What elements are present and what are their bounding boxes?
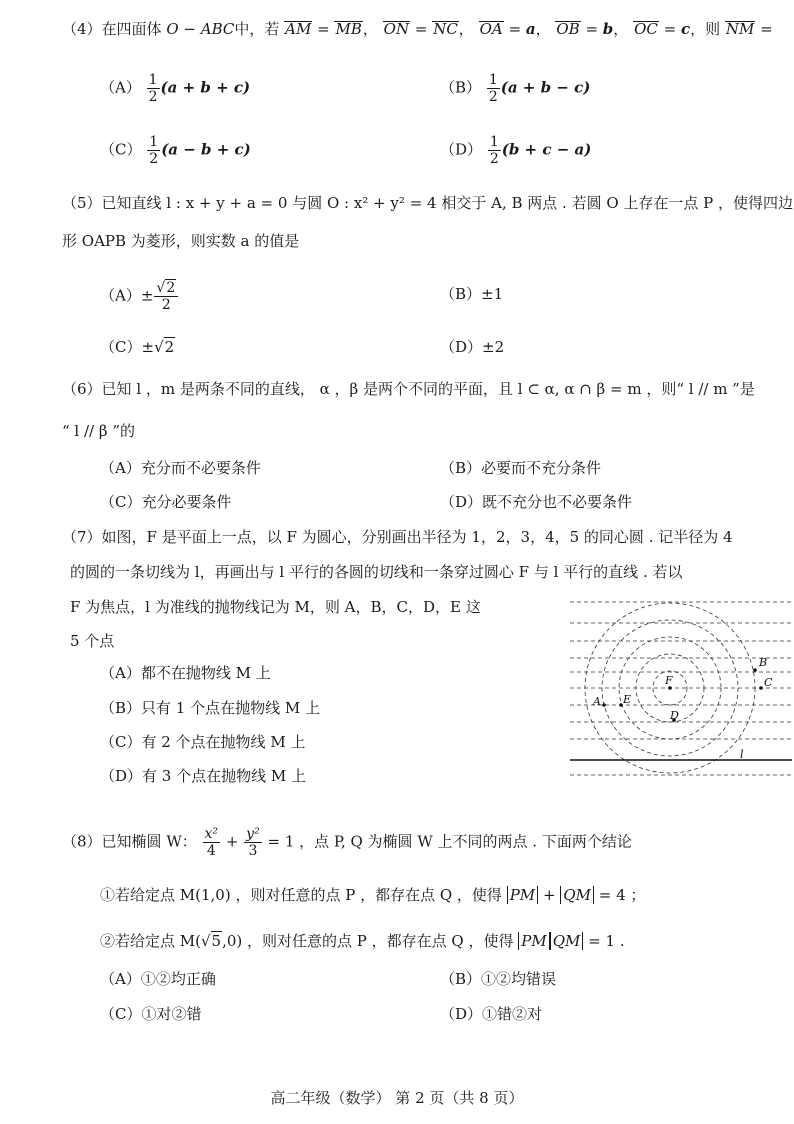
- q7-stem-line1: （7）如图，F 是平面上一点，以 F 为圆心，分别画出半径为 1，2，3，4，5 的同心圆 . 记半径为 4: [62, 528, 733, 546]
- q8-option-d[interactable]: （D）①错②对: [440, 1005, 543, 1023]
- q8-statement-1: ①若给定点 M(1,0) ，则对任意的点 P ，都存在点 Q ，使得 PM + QM = 4 ；: [100, 886, 646, 904]
- q5-option-b[interactable]: （B）±1: [440, 285, 504, 303]
- q7-stem-line2: 的圆的一条切线为 l，再画出与 l 平行的各圆的切线和一条穿过圆心 F 与 l 平行的直线 . 若以: [70, 563, 683, 581]
- label-D: D: [670, 709, 679, 722]
- q4-option-d[interactable]: （D） $\frac{1}{2}$ (b + c − a): [440, 134, 592, 167]
- q5-option-d[interactable]: （D）±2: [440, 338, 505, 356]
- q5-stem-line2: 形 OAPB 为菱形，则实数 a 的值是: [62, 232, 300, 250]
- q7-option-b[interactable]: （B）只有 1 个点在抛物线 M 上: [100, 699, 320, 717]
- q8-statement-2: ②若给定点 M(√5,0) ，则对任意的点 P ，都存在点 Q ，使得 PM QM = 1 .: [100, 932, 625, 950]
- page-footer: 高二年级（数学） 第 2 页（共 8 页）: [270, 1089, 524, 1107]
- q8-option-c[interactable]: （C）①对②错: [100, 1005, 202, 1023]
- point-C: [759, 686, 763, 690]
- label-A: A: [593, 695, 601, 708]
- label-E: E: [623, 693, 632, 706]
- q6-stem-line1: （6）已知 l ，m 是两条不同的直线， α ，β 是两个不同的平面，且 l ⊂ α, α ∩ β = m ，则“ l // m ”是: [62, 380, 755, 398]
- label-l: l: [740, 748, 744, 761]
- q4-stem: （4）在四面体 O − ABC中，若 AM = MB， ON = NC， OA = a， OB = b， OC = c，则 NM =: [62, 20, 773, 38]
- q4-option-a[interactable]: （A） $\frac{1}{2}$ (a + b + c): [100, 72, 251, 105]
- q6-option-d[interactable]: （D）既不充分也不必要条件: [440, 493, 633, 511]
- label-B: B: [759, 656, 768, 669]
- q7-stem-line3: F 为焦点，l 为准线的抛物线记为 M，则 A，B，C，D，E 这: [70, 598, 481, 616]
- q5-option-a[interactable]: （A）± $\frac{√2}{2}$: [100, 280, 179, 313]
- q7-stem-line4: 5 个点: [70, 632, 115, 650]
- q6-stem-line2: “ l // β ”的: [62, 422, 135, 440]
- q6-option-c[interactable]: （C）充分必要条件: [100, 493, 232, 511]
- q8-stem: （8）已知椭圆 W： $\frac{\text{x²}}{4}$ + $\frac{\text{y²}}{3}$ = 1 ，点 P, Q 为椭圆 W 上不同的两点 . 下面两个结论: [62, 826, 632, 859]
- label-F: F: [665, 674, 673, 687]
- q5-stem-line1: （5）已知直线 l : x + y + a = 0 与圆 O : x² + y² = 4 相交于 A, B 两点 . 若圆 O 上存在一点 P ，使得四边: [62, 194, 794, 212]
- q7-option-d[interactable]: （D）有 3 个点在抛物线 M 上: [100, 767, 307, 785]
- q7-option-c[interactable]: （C）有 2 个点在抛物线 M 上: [100, 733, 306, 751]
- q7-concentric-circles-figure: [568, 594, 794, 788]
- point-A: [602, 703, 606, 707]
- q4-option-c[interactable]: （C） $\frac{1}{2}$ (a − b + c): [100, 134, 251, 167]
- q5-option-c[interactable]: （C）±√2: [100, 338, 175, 356]
- q6-option-a[interactable]: （A）充分而不必要条件: [100, 459, 261, 477]
- q8-option-a[interactable]: （A）①②均正确: [100, 970, 216, 988]
- label-C: C: [764, 676, 773, 689]
- q7-option-a[interactable]: （A）都不在抛物线 M 上: [100, 664, 271, 682]
- q8-option-b[interactable]: （B）①②均错误: [440, 970, 557, 988]
- q4-option-b[interactable]: （B） $\frac{1}{2}$ (a + b − c): [440, 72, 591, 105]
- point-B: [753, 668, 757, 672]
- q6-option-b[interactable]: （B）必要而不充分条件: [440, 459, 602, 477]
